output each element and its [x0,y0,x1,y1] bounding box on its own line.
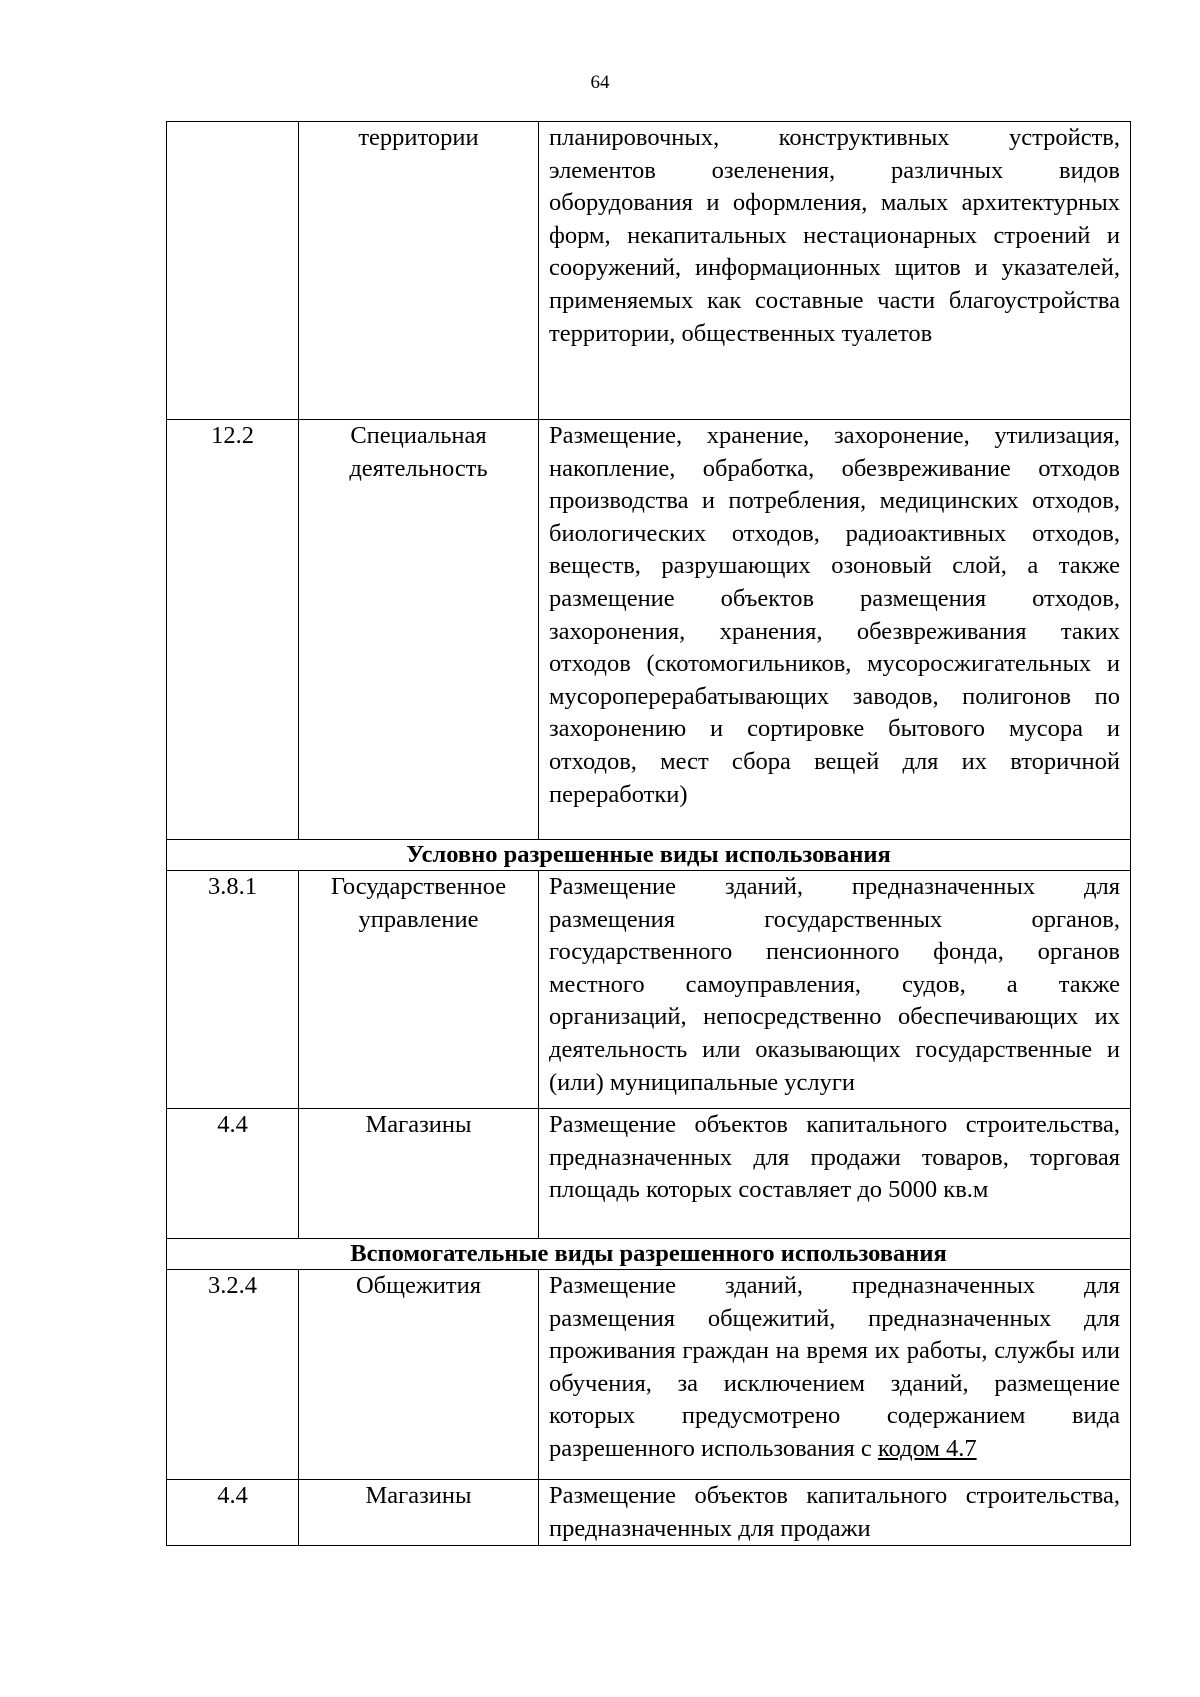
code-link[interactable]: кодом 4.7 [877,1434,977,1462]
section-title-conditional: Условно разрешенные виды использования [167,840,1131,871]
table-row [167,1480,1131,1546]
row-name: Государственное управление [299,871,539,1109]
section-header-row [167,840,1131,871]
section-title-auxiliary: Вспомогательные виды разрешенного использования [167,1239,1131,1270]
land-use-table [166,121,1131,1546]
row-description-text: Размещение зданий, предназначенных для размещения общежитий, предназначенных для проживания граждан на время их работы, службы или обучения, за исключением зданий, размещение которых предусмотрено содержанием вида разрешенного использования с [549,1272,1120,1462]
table-row [167,871,1131,1109]
section-header-row [167,1239,1131,1270]
row-name: территории [299,122,539,420]
row-name: Магазины [299,1109,539,1239]
row-description: Размещение объектов капитального строительства, предназначенных для продажи товаров, торговая площадь которых составляет до 5000 кв.м [539,1109,1131,1239]
row-code: 3.8.1 [167,871,299,1109]
row-name: Магазины [299,1480,539,1546]
row-name: Специальная деятельность [299,420,539,840]
page-number: 64 [590,72,610,93]
row-code: 3.2.4 [167,1270,299,1480]
table-row [167,122,1131,420]
row-description: Размещение объектов капитального строительства, предназначенных для продажи [539,1480,1131,1546]
row-name: Общежития [299,1270,539,1480]
row-description: Размещение, хранение, захоронение, утилизация, накопление, обработка, обезвреживание отходов производства и потребления, медицинских отходов, биологических отходов, радиоактивных отходов, веществ, разрушающих озоновый слой, а также размещение объектов размещения отходов, захоронения, хранения, обезвреживания таких отходов (скотомогильников, мусоросжигательных и мусороперерабатывающих заводов, полигонов по захоронению и сортировке бытового мусора и отходов, мест сбора вещей для их вторичной переработки) [539,420,1131,840]
row-code: 4.4 [167,1109,299,1239]
row-description: планировочных, конструктивных устройств, элементов озеленения, различных видов оборудования и оформления, малых архитектурных форм, некапитальных нестационарных строений и сооружений, информационных щитов и указателей, применяемых как составные части благоустройства территории, общественных туалетов [539,122,1131,420]
table-row [167,1270,1131,1480]
row-description [539,1270,1131,1480]
table-row [167,420,1131,840]
row-description: Размещение зданий, предназначенных для размещения государственных органов, государственного пенсионного фонда, органов местного самоуправления, судов, а также организаций, непосредственно обеспечивающих их деятельность или оказывающих государственные и (или) муниципальные услуги [539,871,1131,1109]
row-code [167,122,299,420]
row-code: 4.4 [167,1480,299,1546]
table-row [167,1109,1131,1239]
row-code: 12.2 [167,420,299,840]
